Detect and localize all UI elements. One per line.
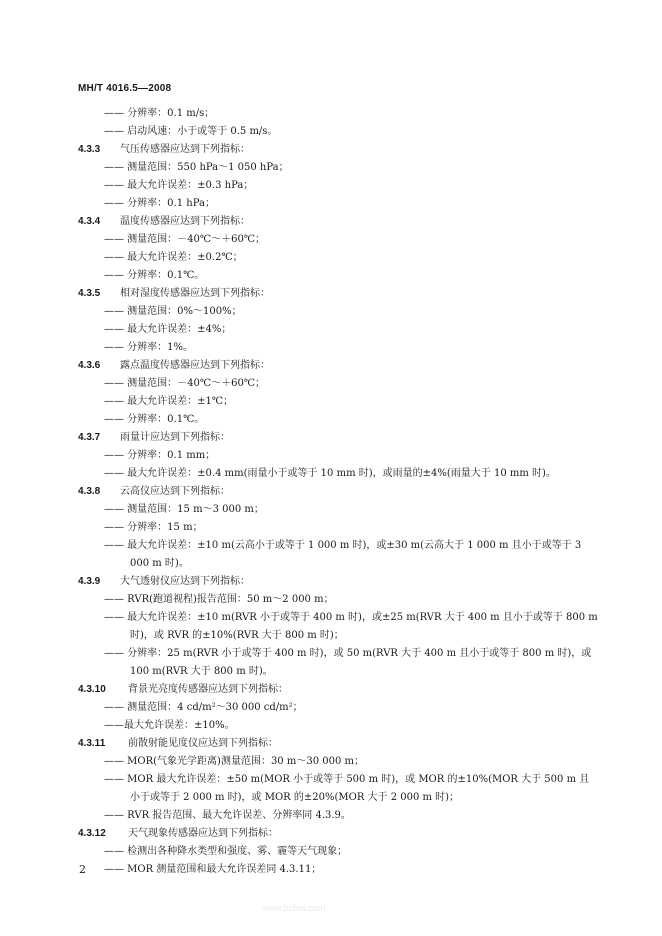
section-number: 4.3.7 bbox=[78, 432, 101, 443]
section-number: 4.3.6 bbox=[78, 360, 101, 371]
section-heading bbox=[78, 357, 598, 375]
list-item: —— 分辨率：0.1 mm； bbox=[104, 450, 216, 461]
list-item: —— 检测出各种降水类型和强度、雾、霾等天气现象； bbox=[104, 846, 348, 857]
list-item: —— 测量范围：0%～100%； bbox=[104, 306, 242, 317]
list-item: —— 最大允许误差：±1℃； bbox=[104, 396, 234, 407]
list-item: —— MOR(气象光学距离)测量范围：30 m～30 000 m； bbox=[104, 756, 364, 767]
list-item: —— 分辨率：15 m； bbox=[104, 522, 203, 533]
section-heading bbox=[78, 483, 598, 501]
section-heading bbox=[78, 285, 598, 303]
list-item: —— 启动风速：小于或等于 0.5 m/s。 bbox=[104, 126, 278, 137]
section-title: 大气透射仪应达到下列指标： bbox=[120, 576, 250, 587]
list-item: —— 最大允许误差：±0.2℃； bbox=[104, 252, 243, 263]
section-title: 云高仪应达到下列指标： bbox=[120, 486, 230, 497]
list-item: —— 最大允许误差：±10 m(RVR 小于或等于 400 m 时)，或±25 m(RVR 大于 400 m 且小于或等于 800 m 时)，或 RVR 的±10%(RVR 大于 800 m 时)； bbox=[104, 612, 598, 641]
page-number: 2 bbox=[79, 863, 86, 876]
section-number: 4.3.8 bbox=[78, 486, 101, 497]
section-title: 雨量计应达到下列指标： bbox=[120, 432, 230, 443]
section-title: 天气现象传感器应达到下列指标： bbox=[128, 828, 278, 839]
list-item: —— 分辨率：25 m(RVR 小于或等于 400 m 时)，或 50 m(RVR 大于 400 m 且小于或等于 800 m 时)，或 100 m(RVR 大于 800 m 时)。 bbox=[104, 648, 592, 677]
list-item: —— 最大允许误差：±4%； bbox=[104, 324, 232, 335]
section-heading bbox=[78, 573, 598, 591]
list-item: —— 分辨率：0.1 m/s； bbox=[104, 108, 215, 119]
watermark: www.bzfxw.com bbox=[262, 903, 326, 913]
list-item: —— 分辨率：0.1℃。 bbox=[104, 414, 205, 425]
section-title: 前散射能见度仪应达到下列指标： bbox=[128, 738, 278, 749]
section-number: 4.3.5 bbox=[78, 288, 101, 299]
list-item: —— 最大允许误差：±10 m(云高小于或等于 1 000 m 时)，或±30 m(云高大于 1 000 m 且小于或等于 3 000 m 时)。 bbox=[104, 540, 582, 569]
list-item: —— 测量范围：4 cd/m²～30 000 cd/m²； bbox=[104, 702, 303, 713]
section-heading bbox=[78, 429, 598, 447]
section-number: 4.3.4 bbox=[78, 216, 101, 227]
list-item: —— 分辨率：0.1℃。 bbox=[104, 270, 205, 281]
section-number: 4.3.10 bbox=[78, 684, 106, 695]
section-number: 4.3.11 bbox=[78, 738, 106, 749]
section-title: 背景光亮度传感器应达到下列指标： bbox=[128, 684, 288, 695]
document-body bbox=[78, 105, 598, 879]
list-item: ——最大允许误差：±10%。 bbox=[104, 720, 235, 731]
section-heading bbox=[78, 735, 598, 753]
list-item: —— MOR 测量范围和最大允许误差同 4.3.11； bbox=[104, 864, 322, 875]
list-item: —— 测量范围：－40℃～＋60℃； bbox=[104, 378, 266, 389]
list-item: —— 测量范围：－40℃～＋60℃； bbox=[104, 234, 266, 245]
list-item: —— 分辨率：0.1 hPa； bbox=[104, 198, 215, 209]
section-title: 露点温度传感器应达到下列指标： bbox=[120, 360, 270, 371]
section-title: 相对湿度传感器应达到下列指标： bbox=[120, 288, 270, 299]
list-item: —— RVR(跑道视程)报告范围：50 m～2 000 m； bbox=[104, 594, 334, 605]
list-item: —— MOR 最大允许误差：±50 m(MOR 小于或等于 500 m 时)，或 MOR 的±10%(MOR 大于 500 m 且小于或等于 2 000 m 时)，或 MOR 的±20%(MOR 大于 2 000 m 时)； bbox=[104, 774, 590, 803]
list-item: —— 最大允许误差：±0.4 mm(雨量小于或等于 10 mm 时)，或雨量的±4%(雨量大于 10 mm 时)。 bbox=[104, 468, 556, 479]
list-item: —— 最大允许误差：±0.3 hPa； bbox=[104, 180, 254, 191]
section-number: 4.3.3 bbox=[78, 144, 101, 155]
list-item: —— 测量范围：15 m～3 000 m； bbox=[104, 504, 264, 515]
section-number: 4.3.9 bbox=[78, 576, 101, 587]
section-heading bbox=[78, 681, 598, 699]
list-item: —— 测量范围：550 hPa～1 050 hPa； bbox=[104, 162, 289, 173]
section-number: 4.3.12 bbox=[78, 828, 106, 839]
section-heading bbox=[78, 825, 598, 843]
document-code-header: MH/T 4016.5—2008 bbox=[78, 83, 172, 94]
section-title: 气压传感器应达到下列指标： bbox=[120, 144, 250, 155]
section-heading bbox=[78, 213, 598, 231]
list-item: —— 分辨率：1%。 bbox=[104, 342, 194, 353]
section-heading bbox=[78, 141, 598, 159]
list-item: —— RVR 报告范围、最大允许误差、分辨率同 4.3.9。 bbox=[104, 810, 351, 821]
section-title: 温度传感器应达到下列指标： bbox=[120, 216, 250, 227]
